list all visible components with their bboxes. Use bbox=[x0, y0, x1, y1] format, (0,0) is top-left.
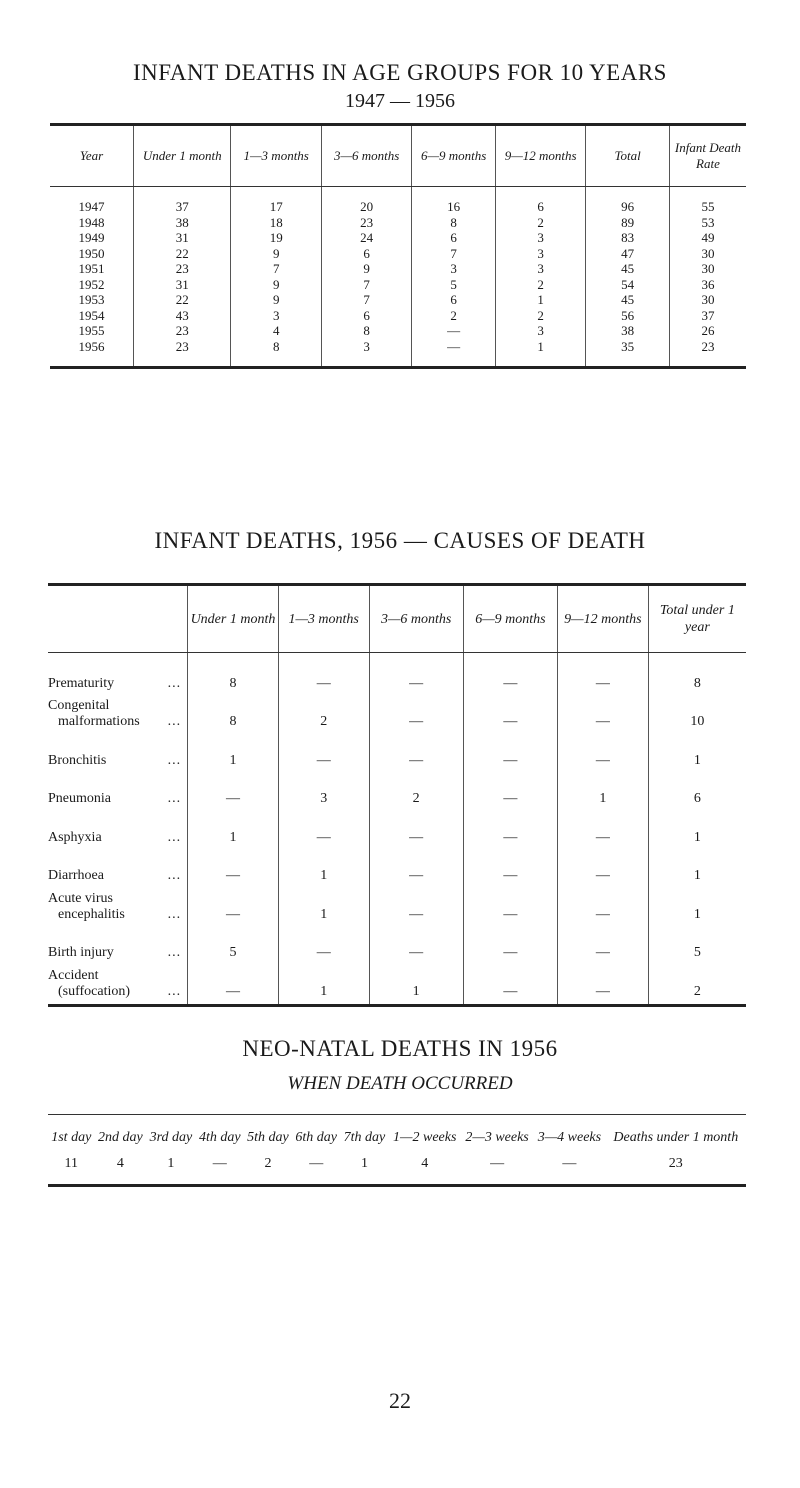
table1-cell: 8 bbox=[321, 323, 411, 339]
table2-cell: — bbox=[188, 961, 279, 1005]
table1-cell: 31 bbox=[134, 277, 231, 293]
table1-cell: 3 bbox=[231, 308, 321, 324]
table2-cell: — bbox=[188, 769, 279, 808]
table1-header-7: Infant Death Rate bbox=[669, 125, 746, 187]
table1-cell: 45 bbox=[586, 292, 670, 308]
table3-cell: — bbox=[461, 1152, 533, 1186]
table1-cell: 6 bbox=[412, 230, 496, 246]
table1-header-1: Under 1 month bbox=[134, 125, 231, 187]
table1-cell: 36 bbox=[669, 277, 746, 293]
table2-cell: 1 bbox=[369, 961, 463, 1005]
table1-row bbox=[50, 246, 746, 262]
table1-cell: — bbox=[412, 323, 496, 339]
table2-cell: 10 bbox=[648, 692, 746, 731]
table1-cell: 3 bbox=[495, 323, 585, 339]
table1-title: INFANT DEATHS IN AGE GROUPS FOR 10 YEARS bbox=[133, 60, 667, 85]
table3-header-6: 7th day bbox=[340, 1115, 388, 1153]
table2-cell: — bbox=[463, 730, 557, 769]
table1-cell: 3 bbox=[495, 230, 585, 246]
table1-row bbox=[50, 323, 746, 339]
table1-cell: 7 bbox=[412, 246, 496, 262]
table2-cell: — bbox=[463, 884, 557, 923]
table1-header-5: 9—12 months bbox=[495, 125, 585, 187]
table2-header-4: 6—9 months bbox=[463, 585, 557, 653]
table2-cell: 1 bbox=[278, 961, 369, 1005]
cause-dots: ... bbox=[167, 983, 182, 999]
table2-cell: 1 bbox=[558, 769, 649, 808]
table1-cell: 49 bbox=[669, 230, 746, 246]
table2-title: INFANT DEATHS, 1956 — CAUSES OF DEATH bbox=[154, 528, 646, 553]
table2-cell: — bbox=[278, 653, 369, 692]
table1-subtitle: 1947 — 1956 bbox=[345, 90, 455, 112]
table3-cell: 4 bbox=[389, 1152, 461, 1186]
table2-cell: — bbox=[369, 730, 463, 769]
table2-cell: — bbox=[463, 961, 557, 1005]
table1-row bbox=[50, 215, 746, 231]
table1-cell: 20 bbox=[321, 187, 411, 215]
table2-cell: 2 bbox=[278, 692, 369, 731]
table1-cell: 83 bbox=[586, 230, 670, 246]
table2-cell: 1 bbox=[188, 807, 279, 846]
cause-line bbox=[48, 907, 187, 923]
table1-cell: 35 bbox=[586, 339, 670, 368]
cause-text: Diarrhoea bbox=[48, 868, 104, 883]
infant-deaths-age-groups-table bbox=[50, 123, 746, 369]
table1-cell: 1949 bbox=[78, 230, 105, 245]
table2-cell: 1 bbox=[278, 846, 369, 885]
table2-cell: 2 bbox=[369, 769, 463, 808]
table1-cell: 7 bbox=[231, 261, 321, 277]
table2-cell: — bbox=[369, 653, 463, 692]
table2-cell: — bbox=[558, 961, 649, 1005]
table1-cell: 8 bbox=[412, 215, 496, 231]
table3-header-1: 2nd day bbox=[95, 1115, 147, 1153]
table1-cell: 2 bbox=[495, 215, 585, 231]
table1-row bbox=[50, 230, 746, 246]
table2-cause-cell bbox=[48, 730, 188, 769]
table2-row bbox=[48, 961, 746, 1005]
table1-cell: 1951 bbox=[78, 261, 105, 276]
table1-cell: 1956 bbox=[50, 339, 134, 368]
table1-cell: 5 bbox=[412, 277, 496, 293]
cause-text: (suffocation) bbox=[58, 983, 131, 999]
cause-text: encephalitis bbox=[58, 906, 125, 922]
table3-cell: — bbox=[533, 1152, 605, 1186]
table1-cell: 1 bbox=[495, 292, 585, 308]
table1-header-6: Total bbox=[586, 125, 670, 187]
table2-cell: — bbox=[558, 730, 649, 769]
table1-cell: 89 bbox=[586, 215, 670, 231]
table2-cause-cell bbox=[48, 653, 188, 692]
table1-cell: 54 bbox=[586, 277, 670, 293]
table1-cell: 6 bbox=[495, 187, 585, 215]
cause-text: Acute virus bbox=[48, 890, 113, 906]
table3-cell: 2 bbox=[244, 1152, 292, 1186]
table2-cell: — bbox=[188, 846, 279, 885]
table3-header-4: 5th day bbox=[244, 1115, 292, 1153]
cause-line bbox=[48, 945, 187, 961]
table2-row bbox=[48, 807, 746, 846]
table1-cell: 37 bbox=[669, 308, 746, 324]
table1-header-3: 3—6 months bbox=[321, 125, 411, 187]
table2-cell: 1 bbox=[648, 846, 746, 885]
table1-cell: 2 bbox=[412, 308, 496, 324]
table1-cell: 17 bbox=[231, 187, 321, 215]
table1-header-0: Year bbox=[50, 125, 134, 187]
table2-cell: 5 bbox=[648, 923, 746, 962]
table1-cell: — bbox=[412, 339, 496, 368]
table3-header-9: 3—4 weeks bbox=[533, 1115, 605, 1153]
table2-row bbox=[48, 846, 746, 885]
cause-dots: ... bbox=[167, 675, 182, 691]
table1-row bbox=[50, 277, 746, 293]
table1-cell: 9 bbox=[321, 261, 411, 277]
table2-cell: 8 bbox=[188, 653, 279, 692]
cause-text: Asphyxia bbox=[48, 829, 102, 845]
table2-header-1: Under 1 month bbox=[188, 585, 279, 653]
cause-line bbox=[48, 698, 187, 714]
table1-cell: 56 bbox=[586, 308, 670, 324]
table2-header-5: 9—12 months bbox=[558, 585, 649, 653]
table1-row bbox=[50, 339, 746, 368]
table2-header-2: 1—3 months bbox=[278, 585, 369, 653]
table1-cell: 8 bbox=[231, 339, 321, 368]
table1-cell: 96 bbox=[586, 187, 670, 215]
table2-cell: — bbox=[188, 884, 279, 923]
cause-line bbox=[48, 984, 187, 1000]
table1-cell: 23 bbox=[134, 261, 231, 277]
table2-cell: 8 bbox=[188, 692, 279, 731]
table1-cell: 3 bbox=[412, 261, 496, 277]
table1-cell: 23 bbox=[134, 339, 231, 368]
table3-cell: 1 bbox=[146, 1152, 195, 1186]
table1-cell: 7 bbox=[321, 292, 411, 308]
table1-cell: 2 bbox=[495, 277, 585, 293]
table3-cell: 4 bbox=[95, 1152, 147, 1186]
table2-cell: 1 bbox=[188, 730, 279, 769]
table1-cell: 26 bbox=[669, 323, 746, 339]
table2-row bbox=[48, 692, 746, 731]
table2-cell: — bbox=[369, 846, 463, 885]
table2-header-3: 3—6 months bbox=[369, 585, 463, 653]
table2-cell: — bbox=[278, 807, 369, 846]
table2-cell: — bbox=[463, 923, 557, 962]
table2-cell: — bbox=[463, 653, 557, 692]
table1-cell: 47 bbox=[586, 246, 670, 262]
table3-header-2: 3rd day bbox=[146, 1115, 195, 1153]
table2-cell: — bbox=[369, 923, 463, 962]
table1-cell: 30 bbox=[669, 246, 746, 262]
table2-cell: 5 bbox=[188, 923, 279, 962]
table3-title: NEO-NATAL DEATHS IN 1956 bbox=[242, 1036, 558, 1061]
table1-cell: 37 bbox=[134, 187, 231, 215]
cause-text: Prematurity bbox=[48, 675, 115, 691]
table1-cell: 1950 bbox=[78, 245, 105, 261]
table1-row bbox=[50, 292, 746, 308]
table2-cell: — bbox=[463, 807, 557, 846]
table1-cell: 1 bbox=[495, 339, 585, 368]
table1-row bbox=[50, 261, 746, 277]
table2-cell: — bbox=[369, 692, 463, 731]
table2-cell: 3 bbox=[278, 769, 369, 808]
table2-header-6: Total under 1 year bbox=[648, 585, 746, 653]
table3-header-3: 4th day bbox=[196, 1115, 244, 1153]
table1-cell: 38 bbox=[134, 215, 231, 231]
table3-header-0: 1st day bbox=[48, 1115, 95, 1153]
cause-line bbox=[48, 891, 187, 907]
table2-cause-cell bbox=[48, 846, 188, 885]
table2-cell: — bbox=[558, 807, 649, 846]
table1-cell: 1955 bbox=[78, 323, 105, 338]
table2-row bbox=[48, 884, 746, 923]
table1-header-2: 1—3 months bbox=[231, 125, 321, 187]
table1-cell: 24 bbox=[321, 230, 411, 246]
cause-dots: ... bbox=[167, 906, 182, 922]
cause-line bbox=[48, 791, 187, 807]
table1-cell: 3 bbox=[321, 339, 411, 368]
table1-cell: 1954 bbox=[78, 307, 105, 323]
table1-cell: 9 bbox=[231, 277, 321, 293]
table1-cell: 53 bbox=[669, 215, 746, 231]
table1-header-4: 6—9 months bbox=[412, 125, 496, 187]
cause-text: Bronchitis bbox=[48, 752, 107, 768]
table3-header-10: Deaths under 1 month bbox=[606, 1115, 746, 1153]
table3-cell: 1 bbox=[340, 1152, 388, 1186]
cause-line bbox=[48, 676, 187, 692]
table1-cell: 31 bbox=[134, 230, 231, 246]
table1-cell: 30 bbox=[669, 292, 746, 308]
page-number: 22 bbox=[389, 1388, 411, 1413]
table2-cell: — bbox=[278, 730, 369, 769]
table1-cell: 18 bbox=[231, 215, 321, 231]
cause-dots: ... bbox=[167, 791, 182, 806]
table2-cause-cell bbox=[48, 692, 188, 731]
cause-text: Accident bbox=[48, 967, 99, 983]
table2-cell: 1 bbox=[278, 884, 369, 923]
table1-cell: 55 bbox=[669, 187, 746, 215]
cause-text: Pneumonia bbox=[48, 791, 111, 806]
table2-cell: — bbox=[558, 692, 649, 731]
table3-subtitle: WHEN DEATH OCCURRED bbox=[287, 1073, 513, 1094]
table1-cell: 19 bbox=[231, 230, 321, 246]
table1-cell: 43 bbox=[134, 308, 231, 324]
table1-cell: 1952 bbox=[78, 276, 105, 292]
table1-cell: 45 bbox=[586, 261, 670, 277]
table1-cell: 3 bbox=[495, 246, 585, 262]
table1-cell: 3 bbox=[495, 261, 585, 277]
table2-cell: 1 bbox=[648, 807, 746, 846]
table1-cell: 22 bbox=[134, 292, 231, 308]
table3-header-8: 2—3 weeks bbox=[461, 1115, 533, 1153]
table1-cell: 30 bbox=[669, 261, 746, 277]
table2-cell: 6 bbox=[648, 769, 746, 808]
table1-cell: 9 bbox=[231, 292, 321, 308]
cause-line bbox=[48, 830, 187, 846]
cause-text: Birth injury bbox=[48, 945, 114, 960]
cause-line bbox=[48, 753, 187, 769]
table1-row bbox=[50, 187, 746, 215]
table2-cause-cell bbox=[48, 769, 188, 808]
table1-cell: 16 bbox=[412, 187, 496, 215]
table2-cause-cell bbox=[48, 884, 188, 923]
table1-cell: 1948 bbox=[78, 214, 105, 230]
table1-cell: 1953 bbox=[78, 292, 105, 307]
table1-cell: 6 bbox=[412, 292, 496, 308]
table1-cell: 23 bbox=[134, 323, 231, 339]
table2-row bbox=[48, 923, 746, 962]
table2-cell: — bbox=[463, 769, 557, 808]
table2-row bbox=[48, 769, 746, 808]
table2-cell: 2 bbox=[648, 961, 746, 1005]
neonatal-deaths-table bbox=[48, 1114, 746, 1187]
cause-dots: ... bbox=[167, 714, 182, 729]
table2-cause-cell bbox=[48, 923, 188, 962]
table2-header-0 bbox=[48, 585, 188, 653]
cause-dots: ... bbox=[167, 868, 182, 883]
cause-line bbox=[48, 714, 187, 730]
table2-cell: — bbox=[278, 923, 369, 962]
cause-dots: ... bbox=[167, 945, 182, 960]
table1-cell: 2 bbox=[495, 308, 585, 324]
causes-of-death-table bbox=[48, 583, 746, 1007]
cause-line bbox=[48, 868, 187, 884]
table3-header-7: 1—2 weeks bbox=[389, 1115, 461, 1153]
table1-cell: 4 bbox=[231, 323, 321, 339]
table2-cell: — bbox=[463, 692, 557, 731]
table1-cell: 6 bbox=[321, 308, 411, 324]
table3-cell: 11 bbox=[48, 1152, 95, 1186]
table1-row bbox=[50, 308, 746, 324]
table2-cell: 1 bbox=[648, 730, 746, 769]
table3-header-5: 6th day bbox=[292, 1115, 340, 1153]
table3-cell: — bbox=[196, 1152, 244, 1186]
table1-cell: 9 bbox=[231, 246, 321, 262]
table2-cell: — bbox=[558, 846, 649, 885]
cause-dots: ... bbox=[167, 829, 182, 845]
table1-cell: 38 bbox=[586, 323, 670, 339]
table2-row bbox=[48, 653, 746, 692]
table1-cell: 7 bbox=[321, 277, 411, 293]
table1-cell: 23 bbox=[669, 339, 746, 368]
table1-cell: 6 bbox=[321, 246, 411, 262]
cause-text: malformations bbox=[58, 714, 140, 729]
table1-cell: 22 bbox=[134, 246, 231, 262]
table2-cell: — bbox=[558, 653, 649, 692]
table2-row bbox=[48, 730, 746, 769]
cause-dots: ... bbox=[167, 752, 182, 768]
cause-text: Congenital bbox=[48, 698, 110, 713]
table2-cause-cell bbox=[48, 961, 188, 1005]
table2-cell: — bbox=[369, 884, 463, 923]
table1-cell: 1947 bbox=[78, 199, 105, 214]
table2-cell: — bbox=[369, 807, 463, 846]
table2-cell: — bbox=[558, 923, 649, 962]
table2-cell: — bbox=[463, 846, 557, 885]
cause-line bbox=[48, 968, 187, 984]
table2-cell: 1 bbox=[648, 884, 746, 923]
table2-cell: 8 bbox=[648, 653, 746, 692]
table1-cell: 23 bbox=[321, 215, 411, 231]
table2-cell: — bbox=[558, 884, 649, 923]
table2-cause-cell bbox=[48, 807, 188, 846]
table3-cell: 23 bbox=[606, 1152, 746, 1186]
table3-cell: — bbox=[292, 1152, 340, 1186]
